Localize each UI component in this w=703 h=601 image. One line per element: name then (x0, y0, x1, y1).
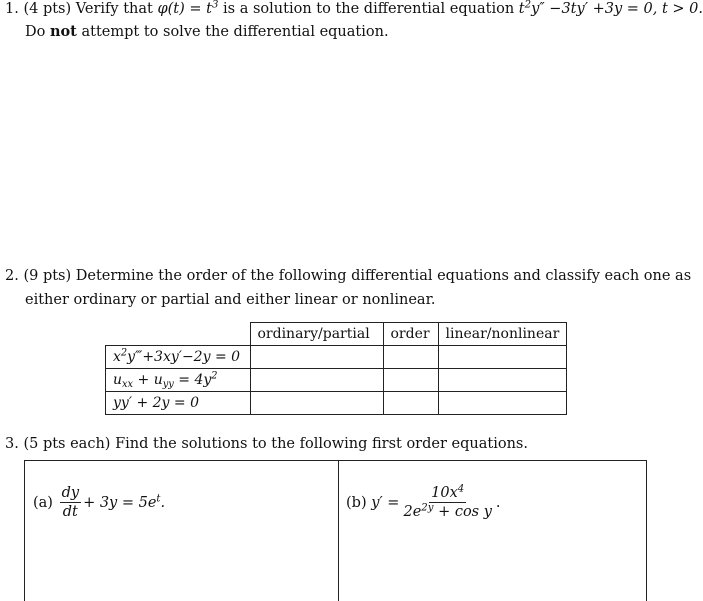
q1-line2-post: attempt to solve the differential equation. (81, 24, 389, 40)
answer-cell-linear-nonlinear[interactable] (438, 369, 567, 392)
question-3-line (5, 435, 528, 453)
part-a (33, 485, 165, 520)
part-b-end: . (495, 494, 501, 511)
equation-cell-3: yy′ + 2y = 0 (106, 392, 251, 415)
question-1-line-2 (25, 23, 389, 41)
table-row (106, 369, 567, 392)
q1-text-b: is a solution to the differential equation (223, 1, 515, 17)
q3-number: 3. (5, 436, 19, 452)
equation-cell-1: $x^2y‴+3xy'-2y = 0$ (106, 346, 251, 369)
answer-box-divider (338, 461, 339, 601)
part-a-derivative (60, 485, 81, 520)
equation-cell-2: $u_{xx} + u_{yy} = 4y^2$ (106, 369, 251, 392)
part-a-label: (a) (33, 494, 53, 511)
table-header-row (106, 323, 567, 346)
q1-line2-bold: not (49, 23, 77, 40)
table-corner-cell (106, 323, 251, 346)
q1-differential-equation: $t^2y'' -3ty' +3y = 0$, t > 0. (518, 0, 703, 17)
part-b-denominator: $2e^{2y} + \cos y$ (403, 502, 492, 520)
question-1-line-1 (5, 0, 703, 18)
q1-phi-expression: $\varphi(t) = t^3$ (157, 0, 219, 17)
question-2-line-2: either ordinary or partial and either linear or nonlinear. (25, 292, 436, 308)
part-b-numerator: $10x^4$ (431, 483, 465, 501)
answer-box (24, 460, 647, 601)
answer-cell-order[interactable] (383, 369, 438, 392)
answer-cell-linear-nonlinear[interactable] (438, 392, 567, 415)
q2-points: (9 pts) (23, 268, 72, 284)
table-row (106, 346, 567, 369)
header-order: order (383, 323, 438, 346)
q1-text-a: Verify that (75, 1, 153, 17)
part-a-frac-num: dy (61, 485, 80, 501)
part-a-frac-den: dt (62, 504, 78, 520)
q3-points: (5 pts each) (23, 436, 111, 452)
q2-number: 2. (5, 268, 19, 284)
part-a-equation: + $3y = 5e^t$. (83, 492, 166, 511)
answer-cell-ordinary-partial[interactable] (250, 346, 383, 369)
q1-number: 1. (5, 1, 19, 17)
answer-cell-ordinary-partial[interactable] (250, 392, 383, 415)
part-b-label: (b) (346, 494, 367, 511)
table-row (106, 392, 567, 415)
q3-text: Find the solutions to the following first order equations. (115, 436, 528, 452)
q2-line1: Determine the order of the following differential equations and classify each one as (75, 268, 692, 284)
part-b-lhs: y′ = (371, 494, 400, 511)
answer-cell-linear-nonlinear[interactable] (438, 346, 567, 369)
header-ordinary-partial: ordinary/partial (250, 323, 383, 346)
classification-table (105, 322, 567, 415)
header-linear-nonlinear: linear/nonlinear (438, 323, 567, 346)
part-b (346, 485, 501, 520)
answer-cell-order[interactable] (383, 392, 438, 415)
answer-cell-order[interactable] (383, 346, 438, 369)
answer-cell-ordinary-partial[interactable] (250, 369, 383, 392)
q1-points: (4 pts) (23, 1, 72, 17)
q1-line2-pre: Do (25, 24, 46, 40)
part-b-fraction (401, 485, 493, 520)
question-2-line-1 (5, 267, 691, 285)
